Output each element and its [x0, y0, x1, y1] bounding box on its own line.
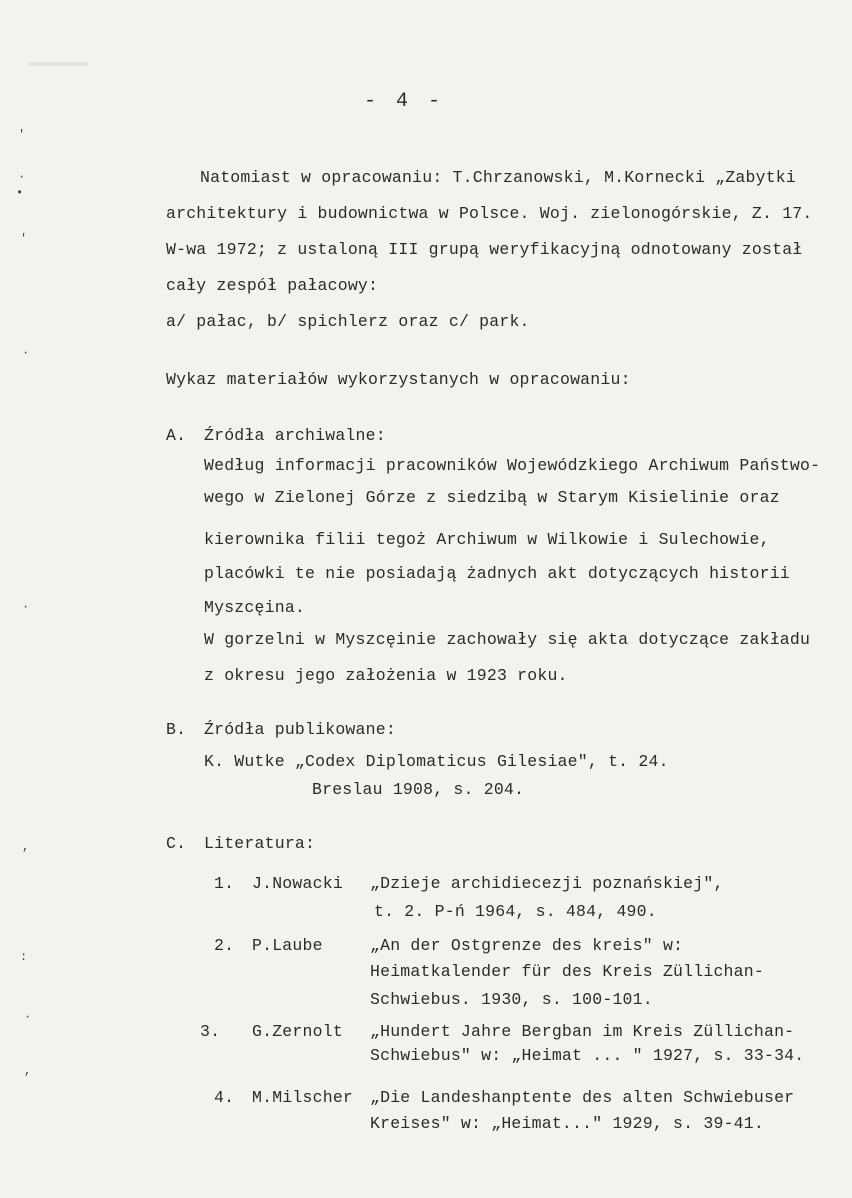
intro-line: Natomiast w opracowaniu: T.Chrzanowski, M.Kornecki „Zabytki: [200, 168, 796, 187]
scan-smudge: [28, 62, 88, 66]
section-b-line: K. Wutke „Codex Diplomaticus Gilesiae", t. 24.: [204, 752, 669, 771]
intro-line: cały zespół pałacowy:: [166, 276, 379, 295]
lit-entry-line: „Dzieje archidiecezji poznańskiej",: [370, 874, 724, 893]
section-a-line: wego w Zielonej Górze z siedzibą w Starym Kisielinie oraz: [204, 488, 780, 507]
lit-entry-line: „An der Ostgrenze des kreis" w:: [370, 936, 684, 955]
section-a-line: Według informacji pracowników Wojewódzkiego Archiwum Państwo-: [204, 456, 821, 475]
lit-entry-number: 2.: [214, 936, 235, 955]
lit-entry-line: Heimatkalender für des Kreis Züllichan-: [370, 962, 764, 981]
lit-entry-author: M.Milscher: [252, 1088, 354, 1107]
lit-entry-line: „Die Landeshanptente des alten Schwiebuser: [370, 1088, 795, 1107]
lit-entry-line: Schwiebus" w: „Heimat ... " 1927, s. 33-34.: [370, 1046, 805, 1065]
section-letter: B.: [166, 720, 187, 739]
intro-line: W-wa 1972; z ustaloną III grupą weryfikacyjną odnotowany został: [166, 240, 803, 259]
section-letter: A.: [166, 426, 187, 445]
binding-mark: ·: [22, 346, 30, 360]
lit-entry-number: 3.: [200, 1022, 221, 1041]
lit-entry-line: „Hundert Jahre Bergban im Kreis Züllichan-: [370, 1022, 795, 1041]
binding-mark: ': [20, 232, 28, 246]
lit-entry-line: Kreises" w: „Heimat..." 1929, s. 39-41.: [370, 1114, 764, 1133]
section-title: Literatura:: [204, 834, 316, 853]
binding-mark: :: [20, 950, 28, 964]
lit-entry-author: J.Nowacki: [252, 874, 343, 893]
section-a-line: W gorzelni w Myszcęinie zachowały się akta dotyczące zakładu: [204, 630, 811, 649]
lit-entry-author: P.Laube: [252, 936, 323, 955]
section-title: Źródła publikowane:: [204, 720, 396, 739]
intro-line: architektury i budownictwa w Polsce. Woj. zielonogórskie, Z. 17.: [166, 204, 813, 223]
section-letter: C.: [166, 834, 187, 853]
section-a-line: kierownika filii tegoż Archiwum w Wilkowie i Sulechowie,: [204, 530, 770, 549]
list-heading: Wykaz materiałów wykorzystanych w opracowaniu:: [166, 370, 631, 389]
binding-mark: ': [18, 128, 26, 142]
binding-mark: ,: [22, 840, 30, 854]
binding-mark: ,: [24, 1064, 32, 1078]
lit-entry-author: G.Zernolt: [252, 1022, 343, 1041]
lit-entry-line: Schwiebus. 1930, s. 100-101.: [370, 990, 653, 1009]
section-title: Źródła archiwalne:: [204, 426, 386, 445]
lit-entry-number: 1.: [214, 874, 235, 893]
binding-mark: ·: [22, 600, 30, 614]
section-a-line: Myszcęina.: [204, 598, 306, 617]
section-b-line: Breslau 1908, s. 204.: [312, 780, 525, 799]
page-number: - 4 -: [364, 90, 445, 113]
section-a-line: z okresu jego założenia w 1923 roku.: [204, 666, 568, 685]
lit-entry-number: 4.: [214, 1088, 235, 1107]
lit-entry-line: t. 2. P-ń 1964, s. 484, 490.: [374, 902, 657, 921]
binding-mark: ·: [24, 1010, 32, 1024]
intro-line: a/ pałac, b/ spichlerz oraz c/ park.: [166, 312, 530, 331]
binding-mark: ·: [18, 170, 26, 184]
section-a-line: placówki te nie posiadają żadnych akt dotyczących historii: [204, 564, 790, 583]
binding-mark: •: [16, 186, 24, 200]
